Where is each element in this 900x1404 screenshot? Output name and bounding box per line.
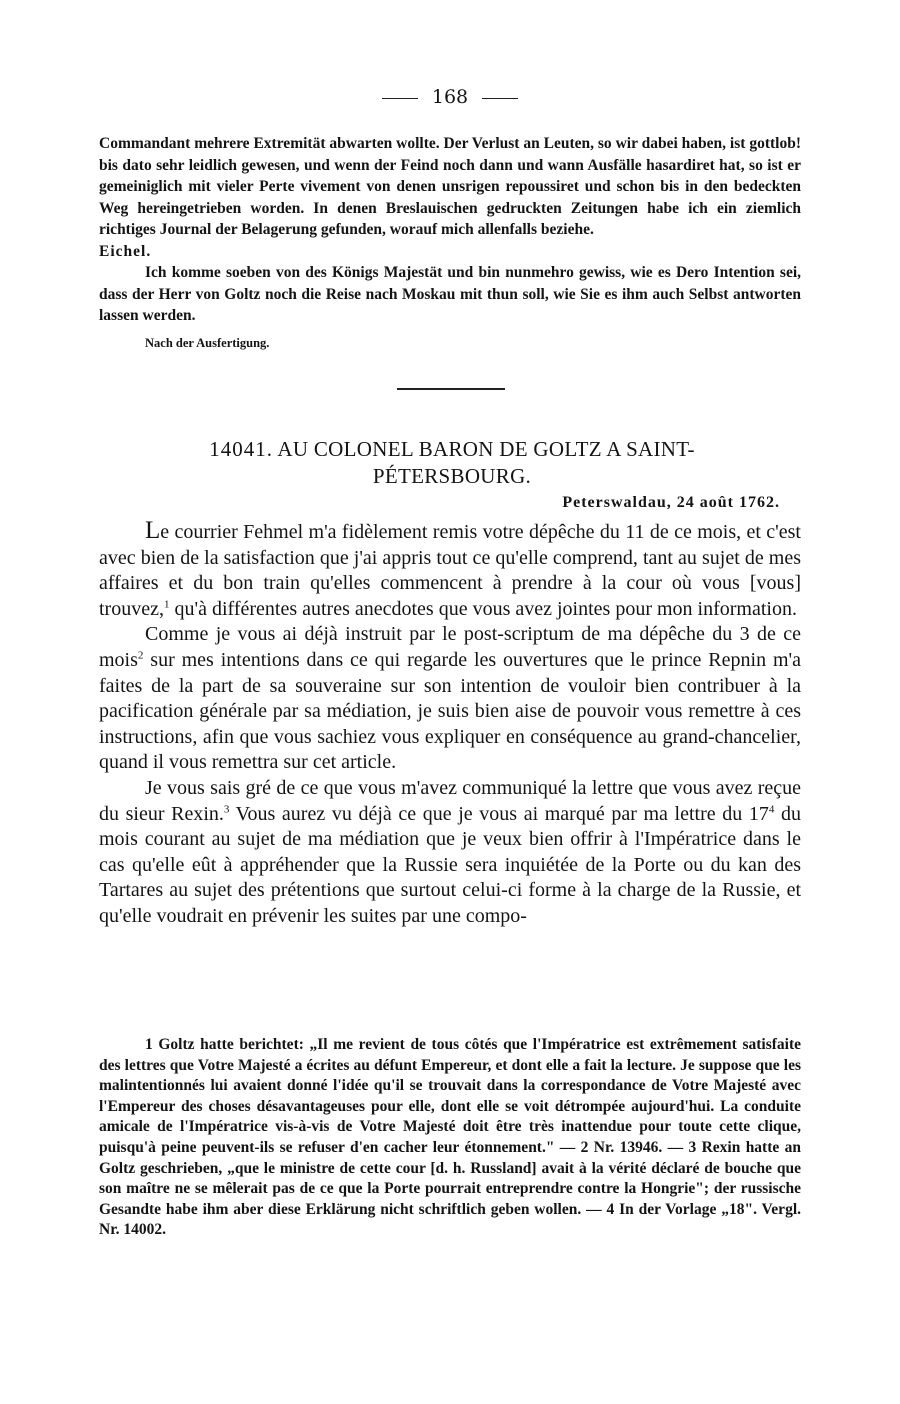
body-text: e courrier Fehmel m'a fidèlement remis votre dépêche du 11 de ce mois, et c'est avec bien de la satisfaction que j'ai appris tout ce qu'elle comprend, tant au sujet de mes affaires et du bon train qu'elles commencent à prendre à la cour où vous [vous] trouvez, — [99, 521, 801, 620]
body-text: Je vous sais gré de ce que vous m'avez communiqué la lettre que vous avez reçue du sieur Rexin. — [99, 776, 801, 825]
footnote-ref-3: 3 — [223, 802, 230, 815]
section-divider — [397, 388, 505, 390]
body-paragraph-2 — [99, 622, 801, 776]
body-paragraph-1 — [99, 518, 801, 622]
page-number-header — [0, 86, 900, 108]
body-text: Vous aurez vu déjà ce que je vous ai marqué par ma lettre du 17 — [229, 802, 769, 825]
document-title-line2: PÉTERSBOURG. — [372, 464, 532, 488]
previous-letter-end — [99, 133, 801, 354]
body-paragraph-3 — [99, 776, 801, 930]
footnote-ref-2: 2 — [137, 649, 144, 662]
footnotes — [99, 1035, 801, 1241]
initial-letter: L — [145, 517, 161, 544]
footnote-ref-4: 4 — [768, 802, 775, 815]
body-text: qu'à différentes autres anecdotes que vous avez jointes pour mon information. — [169, 597, 797, 620]
postscript: Ich komme soeben von des Königs Majestät und bin nunmehro gewiss, wie es Dero Intention sei, dass der Herr von Goltz noch die Reise nach Moskau mit thun soll, wie Sie es ihm auch Selbst antworten lassen werden. — [99, 264, 801, 324]
document-number: 14041. — [209, 437, 273, 461]
letter-paragraph: Commandant mehrere Extremität abwarten wollte. Der Verlust an Leuten, so wir dabei haben, ist gottlob! bis dato sehr leidlich gewesen, und wenn der Feind noch dann und wann Ausfälle hasardiret hat, so ist er gemeiniglich mit vieler Perte vivement von denen unsrigen repoussiret und schon bis in den bedeckten Weg hereingetrieben worden. In denen Breslauischen gedruckten Zeitungen habe ich ein ziemlich richtiges Journal der Belagerung gefunden, worauf mich allenfalls beziehe. — [99, 135, 801, 238]
letter-body — [99, 518, 801, 930]
signature: Eichel. — [99, 242, 152, 260]
body-text: du mois courant au sujet de ma médiation que je veux bien offrir à l'Impératrice dans le cas qu'elle eût à appréhender que la Russie sera inquiétée de la Porte ou du kan des Tartares au sujet des prétentions que surtout celui-ci forme à la charge de la Russie, et qu'elle voudrait en prévenir les suites par une compo- — [99, 802, 801, 927]
dateline: Peterswaldau, 24 août 1762. — [562, 494, 780, 511]
page-number: 168 — [431, 86, 469, 108]
body-text: Comme je vous ai déjà instruit par le post-scriptum de ma dépêche du 3 de ce mois — [99, 623, 801, 671]
left-dash — [382, 98, 418, 99]
document-heading — [150, 436, 754, 490]
body-text: sur mes intentions dans ce qui regarde les ouvertures que le prince Repnin m'a faites de la part de sa souveraine sur son intention de vouloir bien contribuer à la pacification générale par sa médiation, je suis bien aise de pouvoir vous remettre à ces instructions, afin que vous sachiez vous expliquer en conséquence au grand-chancelier, quand il vous remettra sur cet article. — [99, 648, 801, 774]
right-dash — [482, 98, 518, 99]
source-note: Nach der Ausfertigung. — [145, 335, 270, 350]
footnote-ref-1: 1 — [163, 598, 170, 611]
document-title-line1: AU COLONEL BARON DE GOLTZ A SAINT- — [277, 437, 695, 461]
footnote-text: 1 Goltz hatte berichtet: „Il me revient de tous côtés que l'Impératrice est extrêmement satisfaite des lettres que Votre Majesté a écrites au défunt Empereur, et dont elle a fait la lecture. Je suppose que les malintentionnés lui avaient donné l'idée qu'il se trouvait dans la correspondance de Votre Majesté avec l'Empereur des choses désavantageuses pour elle, dont elle se voit détrompée aujourd'hui. La conduite amicale de l'Impératrice vis-à-vis de Votre Majesté doit être très inattendue pour toute cette clique, puisqu'à peine peuvent-ils se refuser d'en cacher leur étonnement." — 2 Nr. 13946. — 3 Rexin hatte an Goltz geschrieben, „que le ministre de cette cour [d. h. Russland] avait à la vérité déclaré de bouche que son maître ne se mêlerait pas de ce que la Porte pourrait entreprendre contre la Hongrie"; der russische Gesandte habe ihm aber diese Erklärung nicht schriftlich geben wollen. — 4 In der Vorlage „18". Vergl. Nr. 14002. — [99, 1036, 801, 1239]
